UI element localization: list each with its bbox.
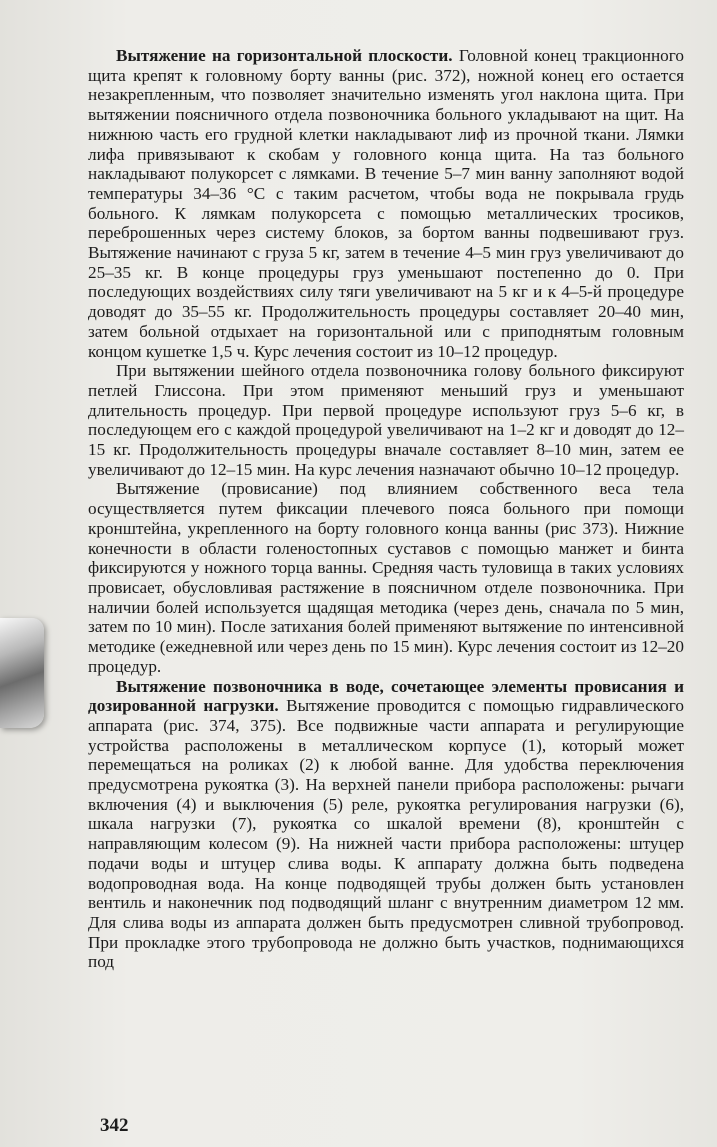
body-text (88, 46, 684, 972)
paragraph-text: Вытяжение проводится с помощью гидравлического аппарата (рис. 374, 375). Все подвижные части аппарата и регулирующие устройства расположены в металлическом корпусе (1), который может перемещаться на роликах (2) к любой ванне. Для удобства переключения предусмотрена рукоятка (3). На верхней панели прибора расположены: рычаги включения (4) и выключения (5) реле, рукоятка регулирования нагрузки (6), шкала нагрузки (7), рукоятка со шкалой времени (8), кронштейн с направляющим колесом (9). На нижней части прибора расположены: штуцер подачи воды и штуцер слива воды. К аппарату должна быть подведена водопроводная вода. На конце подводящей трубы должен быть установлен вентиль и наконечник под подводящий шланг с внутренним диаметром 12 мм. Для слива воды из аппарата должен быть предусмотрен сливной трубопровод. При прокладке этого трубопровода не должно быть участков, поднимающихся под (88, 696, 684, 972)
paragraph-text: При вытяжении шейного отдела позвоночника голову больного фиксируют петлей Глиссона. При этом применяют меньший груз и уменьшают длительность процедур. При первой процедуре используют груз 5–6 кг, в последующем его с каждой процедурой увеличивают на 1–2 кг и доводят до 12–15 кг. Продолжительность процедуры вначале составляет 8–10 мин, затем ее увеличивают до 12–15 мин. На курс лечения назначают обычно 10–12 процедур. (88, 361, 684, 479)
binder-clip-image (0, 618, 44, 728)
run-in-heading: Вытяжение позвоночника в воде, сочетающее элементы провисания и дозированной нагрузки. (88, 676, 684, 716)
paragraph-water-traction (88, 677, 684, 973)
run-in-heading: Вытяжение на горизонтальной плоскости. (116, 46, 453, 65)
paragraph-cervical-traction (88, 361, 684, 479)
paragraph-text: Вытяжение (провисание) под влиянием собственного веса тела осуществляется путем фиксации плечевого пояса больного при помощи кронштейна, укрепленного на борту головного конца ванны (рис 373). Нижние конечности в области голеностопных суставов с помощью манжет и бинта фиксируются у ножного торца ванны. Средняя часть туловища в таких условиях провисает, обусловливая растяжение в поясничном отделе позвоночника. При наличии болей используется щадящая методика (через день, сначала по 5 мин, затем по 10 мин). После затихания болей применяют вытяжение по интенсивной методике (ежедневной или через день по 15 мин). Курс лечения состоит из 12–20 процедур. (88, 479, 684, 676)
page-number: 342 (100, 1115, 129, 1136)
paragraph-horizontal-traction (88, 46, 684, 361)
paragraph-sag-traction (88, 479, 684, 676)
paragraph-text: Головной конец тракционного щита крепят к головному борту ванны (рис. 372), ножной конец его остается незакрепленным, что позволяет значительно изменять угол наклона щита. При вытяжении поясничного отдела позвоночника больного укладывают на щит. На нижнюю часть его грудной клетки накладывают лиф из прочной ткани. Лямки лифа привязывают к скобам у головного конца щита. На таз больного накладывают полукорсет с лямками. В течение 5–7 мин ванну заполняют водой температуры 34–36 °C с таким расчетом, чтобы вода не покрывала грудь больного. К лямкам полукорсета с помощью металлических тросиков, переброшенных через систему блоков, за бортом ванны подвешивают груз. Вытяжение начинают с груза 5 кг, затем в течение 4–5 мин груз увеличивают до 25–35 кг. В конце процедуры груз уменьшают постепенно до 0. При последующих воздействиях силу тяги увеличивают на 5 кг и к 4–5-й процедуре доводят до 35–55 кг. Продолжительность процедуры составляет 20–40 мин, затем больной отдыхает на горизонтальной или с приподнятым головным концом кушетке 1,5 ч. Курс лечения состоит из 10–12 процедур. (88, 46, 684, 361)
